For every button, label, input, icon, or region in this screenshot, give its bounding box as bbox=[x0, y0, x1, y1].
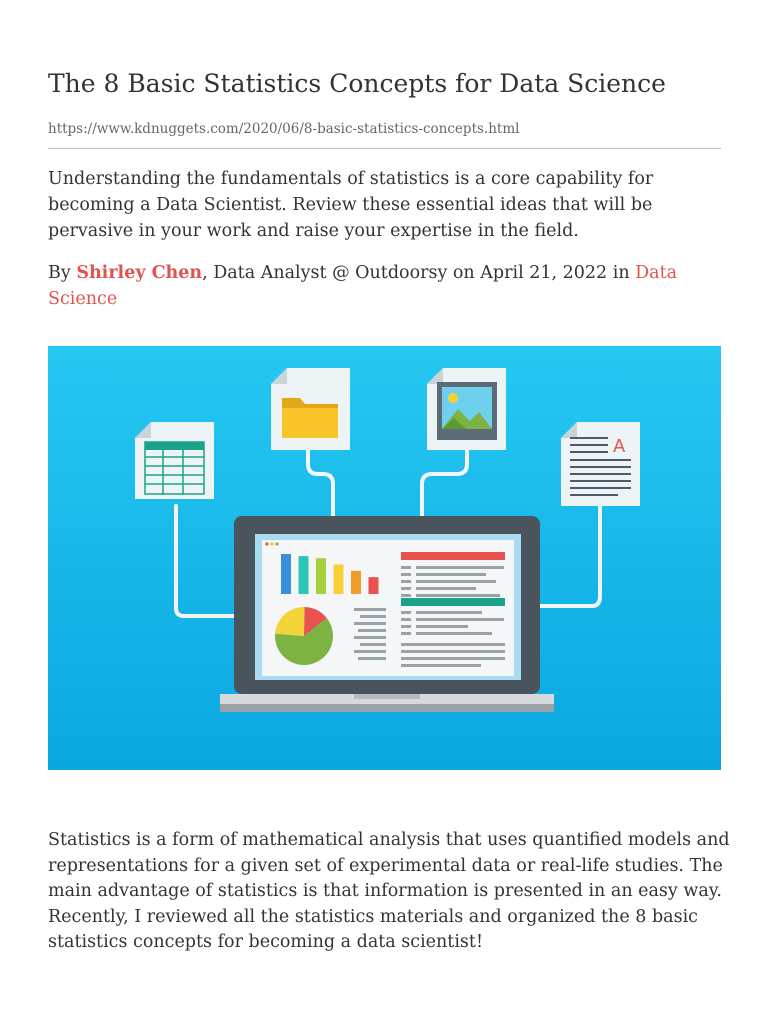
text-document-icon bbox=[561, 422, 640, 506]
screen-bar bbox=[369, 577, 379, 594]
screen-bar bbox=[334, 565, 344, 594]
article-lead: Understanding the fundamentals of statistics is a core capability for becoming a Data Scientist. Review these essential ideas that will be pervasive in your work and raise your expertise in the field. bbox=[48, 169, 654, 241]
byline-details: , Data Analyst @ Outdoorsy on April 21, 2022 in bbox=[202, 263, 636, 283]
spreadsheet-file-icon bbox=[135, 422, 214, 499]
svg-text:A: A bbox=[613, 436, 626, 457]
divider bbox=[48, 148, 721, 149]
article-body-paragraph: Statistics is a form of mathematical analysis that uses quantified models and representations for a given set of experimental data or real-life studies. The main advantage of statistics is that information is presented in an easy way. Recently, I reviewed all the statistics materials and organized the 8 basic statistics concepts for becoming a data scientist! bbox=[48, 830, 730, 952]
screen-bar bbox=[281, 554, 291, 594]
byline-prefix: By bbox=[48, 263, 77, 283]
hero-illustration bbox=[48, 346, 721, 770]
screen-bar bbox=[316, 558, 326, 594]
laptop-icon bbox=[220, 516, 554, 712]
screen-bar bbox=[351, 571, 361, 594]
folder-file-icon bbox=[271, 368, 350, 450]
screen-bar bbox=[299, 556, 309, 594]
screen-pie-chart bbox=[275, 607, 333, 665]
source-url[interactable]: https://www.kdnuggets.com/2020/06/8-basic-statistics-concepts.html bbox=[48, 121, 520, 137]
author-link[interactable]: Shirley Chen bbox=[76, 263, 203, 283]
image-file-icon bbox=[427, 368, 506, 450]
category-link[interactable]: Data Science bbox=[48, 263, 678, 309]
byline bbox=[48, 260, 728, 312]
article-title: The 8 Basic Statistics Concepts for Data Science bbox=[48, 69, 666, 98]
